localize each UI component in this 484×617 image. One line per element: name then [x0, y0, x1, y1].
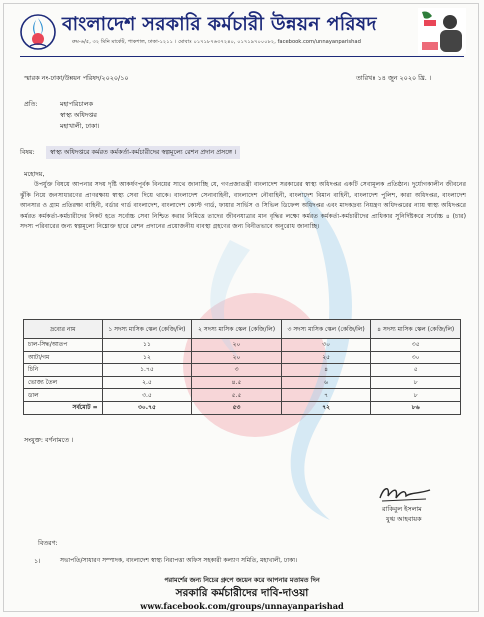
handwritten-signature-image — [376, 482, 436, 504]
letter-body-paragraph: উপর্যুক্ত বিষয়ে আপনার সদয় দৃষ্টি আকর্ষণপূর্বক বিনয়ের সাথে জানাচ্ছি যে, গণপ্রজাতন্ত্রী বাংলাদেশ সরকারের স্বাস্থ্য অধিদপ্তর একটি সেবামূলক প্রতিষ্ঠান। দুর্যোগকালীন জীবনের ঝুঁকি নিয়ে জনসাধারণের প্রাণরক্ষায় স্বাস্থ্য সেবা দিয়ে থাকে। বাংলাদেশ সেনাবাহিনী, বাংলাদেশ নৌবাহিনী, বাংলাদেশ বিমান বাহিনী, বাংলাদেশ পুলিশ, কারা অধিদপ্তর, বাংলাদেশ আনসার ও গ্রাম প্রতিরক্ষা বাহিনী, বর্ডার গার্ড বাংলাদেশ, বাংলাদেশ কোস্ট গার্ড, ফায়ার সার্ভিস ও সিভিল ডিফেন্স অধিদপ্তর এবং মাদকদ্রব্য নিয়ন্ত্রণ অধিদপ্তরের ন্যায় স্বাস্থ্য অধিদপ্তরে কর্মরত কর্মকর্তা-কর্মচারীদের নিকট হতে সর্বোচ্চ সেবা নিশ্চিত করার নিমিত্তে তাদের জীবনযাত্রার মান বৃদ্ধির লক্ষ্যে কর্মরত কর্মকর্তা-কর্মচারীদের প্রাধিকার সুনির্দিষ্টকরে সর্বোচ্চ ৪ (চার) সদস্য পরিবারের জন্য স্বল্পমূল্যে নিম্নোক্ত হারে রেশন প্রদানের প্রয়োজনীয় ব্যবস্থা গ্রহণের জন্য বিনীতভাবে অনুরোধ জানাচ্ছি। — [20, 181, 466, 231]
table-cell: ১১ — [102, 339, 192, 352]
total-cell: ৮৬ — [371, 401, 461, 414]
table-cell: ৬ — [281, 376, 371, 389]
total-cell: ৭২ — [281, 401, 371, 414]
table-cell: ৮ — [371, 389, 461, 402]
table-cell: ৩.৫ — [102, 389, 192, 402]
table-cell: ১.৭৫ — [102, 364, 192, 377]
distribution-label: বিতরণ: — [38, 539, 58, 547]
table-cell: ২০ — [192, 351, 282, 364]
total-label: সর্বমোট = — [24, 401, 103, 414]
recipient-label: প্রতি: — [24, 100, 38, 108]
table-cell: ৩০ — [281, 339, 371, 352]
footer-url: www.facebook.com/groups/unnayanparishad — [140, 601, 344, 611]
subject-label: বিষয়: — [20, 148, 35, 156]
column-header: ৩ সদস্য মাসিক স্কেল (কেজি/লি) — [281, 320, 371, 339]
item-name: ভোজ্য তৈল — [24, 376, 103, 389]
column-header: ১ সদস্য মাসিক স্কেল (কেজি/লি) — [102, 320, 192, 339]
distribution-item-text: সভাপতি/সাধারণ সম্পাদক, বাংলাদেশ স্বাস্থ্য নিরাপত্তা অফিস সহকারী কল্যাণ সমিতি, মহাখালী, ঢাকা। — [60, 557, 298, 564]
total-cell: ৫৩ — [192, 401, 282, 414]
signatory-designation: যুগ্ম আহবায়ক — [386, 515, 422, 523]
item-name: আটা/গম — [24, 351, 103, 364]
letterhead — [14, 8, 470, 54]
table-cell: ৫.৫ — [192, 389, 282, 402]
organization-name: বাংলাদেশ সরকারি কর্মচারী উন্নয়ন পরিষদ — [62, 13, 377, 35]
organization-address: রুম-৬/৫, ৩২ মিনি মার্কেট, পাকশাল, ঢাকা-১২১১ । মোবাঃ ০১৭১৮৭৬৩৭২৪০, ০১৭১৯৭০০০৮২, facebook.com/unnayanparishad — [72, 39, 361, 45]
table-row — [24, 351, 461, 364]
table-cell: ২০ — [192, 339, 282, 352]
column-header: দ্রব্যের নাম — [24, 320, 103, 339]
enclosure-note: সংযুক্ত: বর্ণনামতে । — [24, 436, 74, 444]
organization-logo-icon — [20, 12, 56, 52]
memo-reference: স্মারক নং-ঢাকা/উন্নয়ন পরিষদ/২০২০/১০ — [24, 74, 129, 82]
table-cell: ১২ — [102, 351, 192, 364]
table-header-row — [24, 320, 461, 339]
table-cell: ৩০ — [371, 351, 461, 364]
item-name: চিনি — [24, 364, 103, 377]
table-row — [24, 339, 461, 352]
item-name: চাল-সিদ্ধ/আতপ — [24, 339, 103, 352]
table-cell: ৮ — [371, 376, 461, 389]
memo-date: তারিখঃ ১৪ জুন ২০২০ খ্রি. । — [356, 74, 432, 82]
table-cell: ৩৫ — [371, 339, 461, 352]
distribution-item-number: ১। — [34, 557, 41, 565]
table-total-row — [24, 401, 461, 414]
salutation: মহোদয়, — [24, 170, 45, 178]
recipient-line: মহাপরিচালক — [60, 100, 93, 108]
column-header: ৪ সদস্য মাসিক স্কেল (কেজি/লি) — [371, 320, 461, 339]
recipient-line: স্বাস্থ্য অধিদপ্তর — [60, 111, 97, 119]
column-header: ২ সদস্য মাসিক স্কেল (কেজি/লি) — [192, 320, 282, 339]
table-cell: ২.৫ — [102, 376, 192, 389]
footer-tagline: সরকারি কর্মচারীদের দাবি-দাওয়া — [175, 587, 309, 599]
table-cell: ৭ — [281, 389, 371, 402]
table-cell: ৫ — [371, 364, 461, 377]
subject-text: স্বাস্থ্য অধিদপ্তরে কর্মরত কর্মকর্তা-কর্মচারীদের স্বল্পমূল্যে রেশন প্রদান প্রসঙ্গে । — [46, 146, 240, 159]
recipient-line: মহাখালী, ঢাকা। — [60, 122, 100, 130]
subject-line — [20, 146, 466, 157]
table-row — [24, 389, 461, 402]
table-cell: ৪.৫ — [192, 376, 282, 389]
leader-portrait-image — [418, 8, 466, 54]
ration-table — [23, 319, 461, 415]
header-divider — [20, 56, 464, 57]
table-row — [24, 364, 461, 377]
item-name: ডাল — [24, 389, 103, 402]
table-cell: ৪ — [281, 364, 371, 377]
table-row — [24, 376, 461, 389]
total-cell: ৩০.৭৫ — [102, 401, 192, 414]
signatory-name: রাকিবুল ইসলাম — [382, 505, 422, 513]
footer-note: পরামর্শের জন্য নিচের গ্রুপে জয়েন করে আপনার মতামত দিন — [164, 576, 320, 584]
table-cell: ২৫ — [281, 351, 371, 364]
table-cell: ৩ — [192, 364, 282, 377]
